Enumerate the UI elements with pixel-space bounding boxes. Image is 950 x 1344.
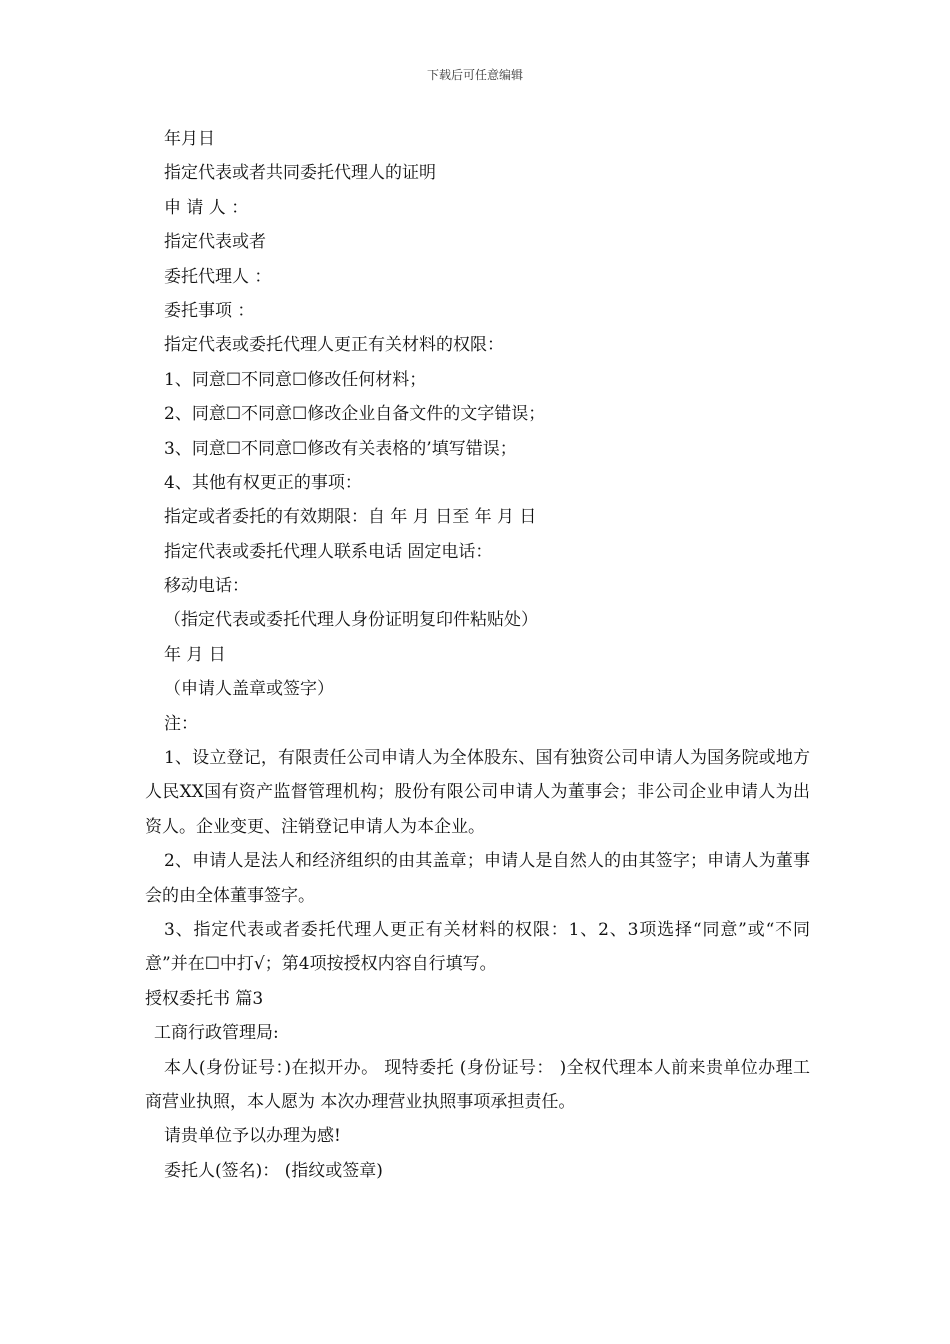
entrusted-matters-field: 委托事项 ： — [164, 300, 255, 321]
document-body — [145, 122, 810, 1188]
request-line: 请贵单位予以办理为感! — [164, 1126, 341, 1147]
signature-line: 委托人(签名)： (指纹或签章) — [164, 1160, 383, 1181]
date-line: 年月日 — [164, 129, 215, 149]
validity-period: 指定或者委托的有效期限：自 年 月 日至 年 月 日 — [164, 507, 537, 528]
contact-phone: 指定代表或委托代理人联系电话 固定电话： — [164, 541, 493, 562]
authority-item-3: 3、同意☐不同意☐修改有关表格的’填写错误； — [164, 438, 517, 459]
note-1: 1、设立登记，有限责任公司申请人为全体股东、国有独资公司申请人为国务院或地方人民XX国有资产监督管理机构；股份有限公司申请人为董事会；非公司企业申请人为出资人。企业变更、注销登记申请人为本企业。 — [145, 748, 810, 837]
authority-item-1: 1、同意☐不同意☐修改任何材料； — [164, 369, 427, 390]
applicant-seal-signature: （申请人盖章或签字） — [164, 679, 334, 700]
addressee: 工商行政管理局: — [154, 1023, 279, 1044]
notes-label: 注： — [164, 713, 198, 734]
authority-item-4: 4、其他有权更正的事项： — [164, 472, 362, 493]
date-line-2: 年 月 日 — [164, 644, 226, 665]
section3-heading: 授权委托书 篇3 — [145, 988, 264, 1009]
authorization-body: 本人(身份证号：)在拟开办。 现特委托 (身份证号： )全权代理本人前来贵单位办理工商营业执照，本人愿为 本次办理营业执照事项承担责任。 — [145, 1057, 810, 1113]
note-3: 3、指定代表或者委托代理人更正有关材料的权限：1、2、3项选择“同意”或“不同意”并在☐中打√；第4项按授权内容自行填写。 — [145, 920, 810, 975]
applicant-field: 申 请 人 ： — [164, 197, 249, 218]
agent-field: 委托代理人 ： — [164, 266, 272, 287]
designated-rep-label: 指定代表或者 — [164, 232, 266, 253]
page-header: 下载后可任意编辑 — [426, 68, 523, 82]
note-2: 2、申请人是法人和经济组织的由其盖章；申请人是自然人的由其签字；申请人为董事会的由全体董事签字。 — [145, 851, 810, 906]
mobile-phone: 移动电话： — [164, 576, 249, 597]
authority-item-2: 2、同意☐不同意☐修改企业自备文件的文字错误； — [164, 404, 546, 425]
certificate-title: 指定代表或者共同委托代理人的证明 — [164, 163, 436, 184]
id-copy-paste-area: （指定代表或委托代理人身份证明复印件粘贴处） — [164, 610, 538, 631]
correction-authority-heading: 指定代表或委托代理人更正有关材料的权限： — [164, 335, 504, 356]
